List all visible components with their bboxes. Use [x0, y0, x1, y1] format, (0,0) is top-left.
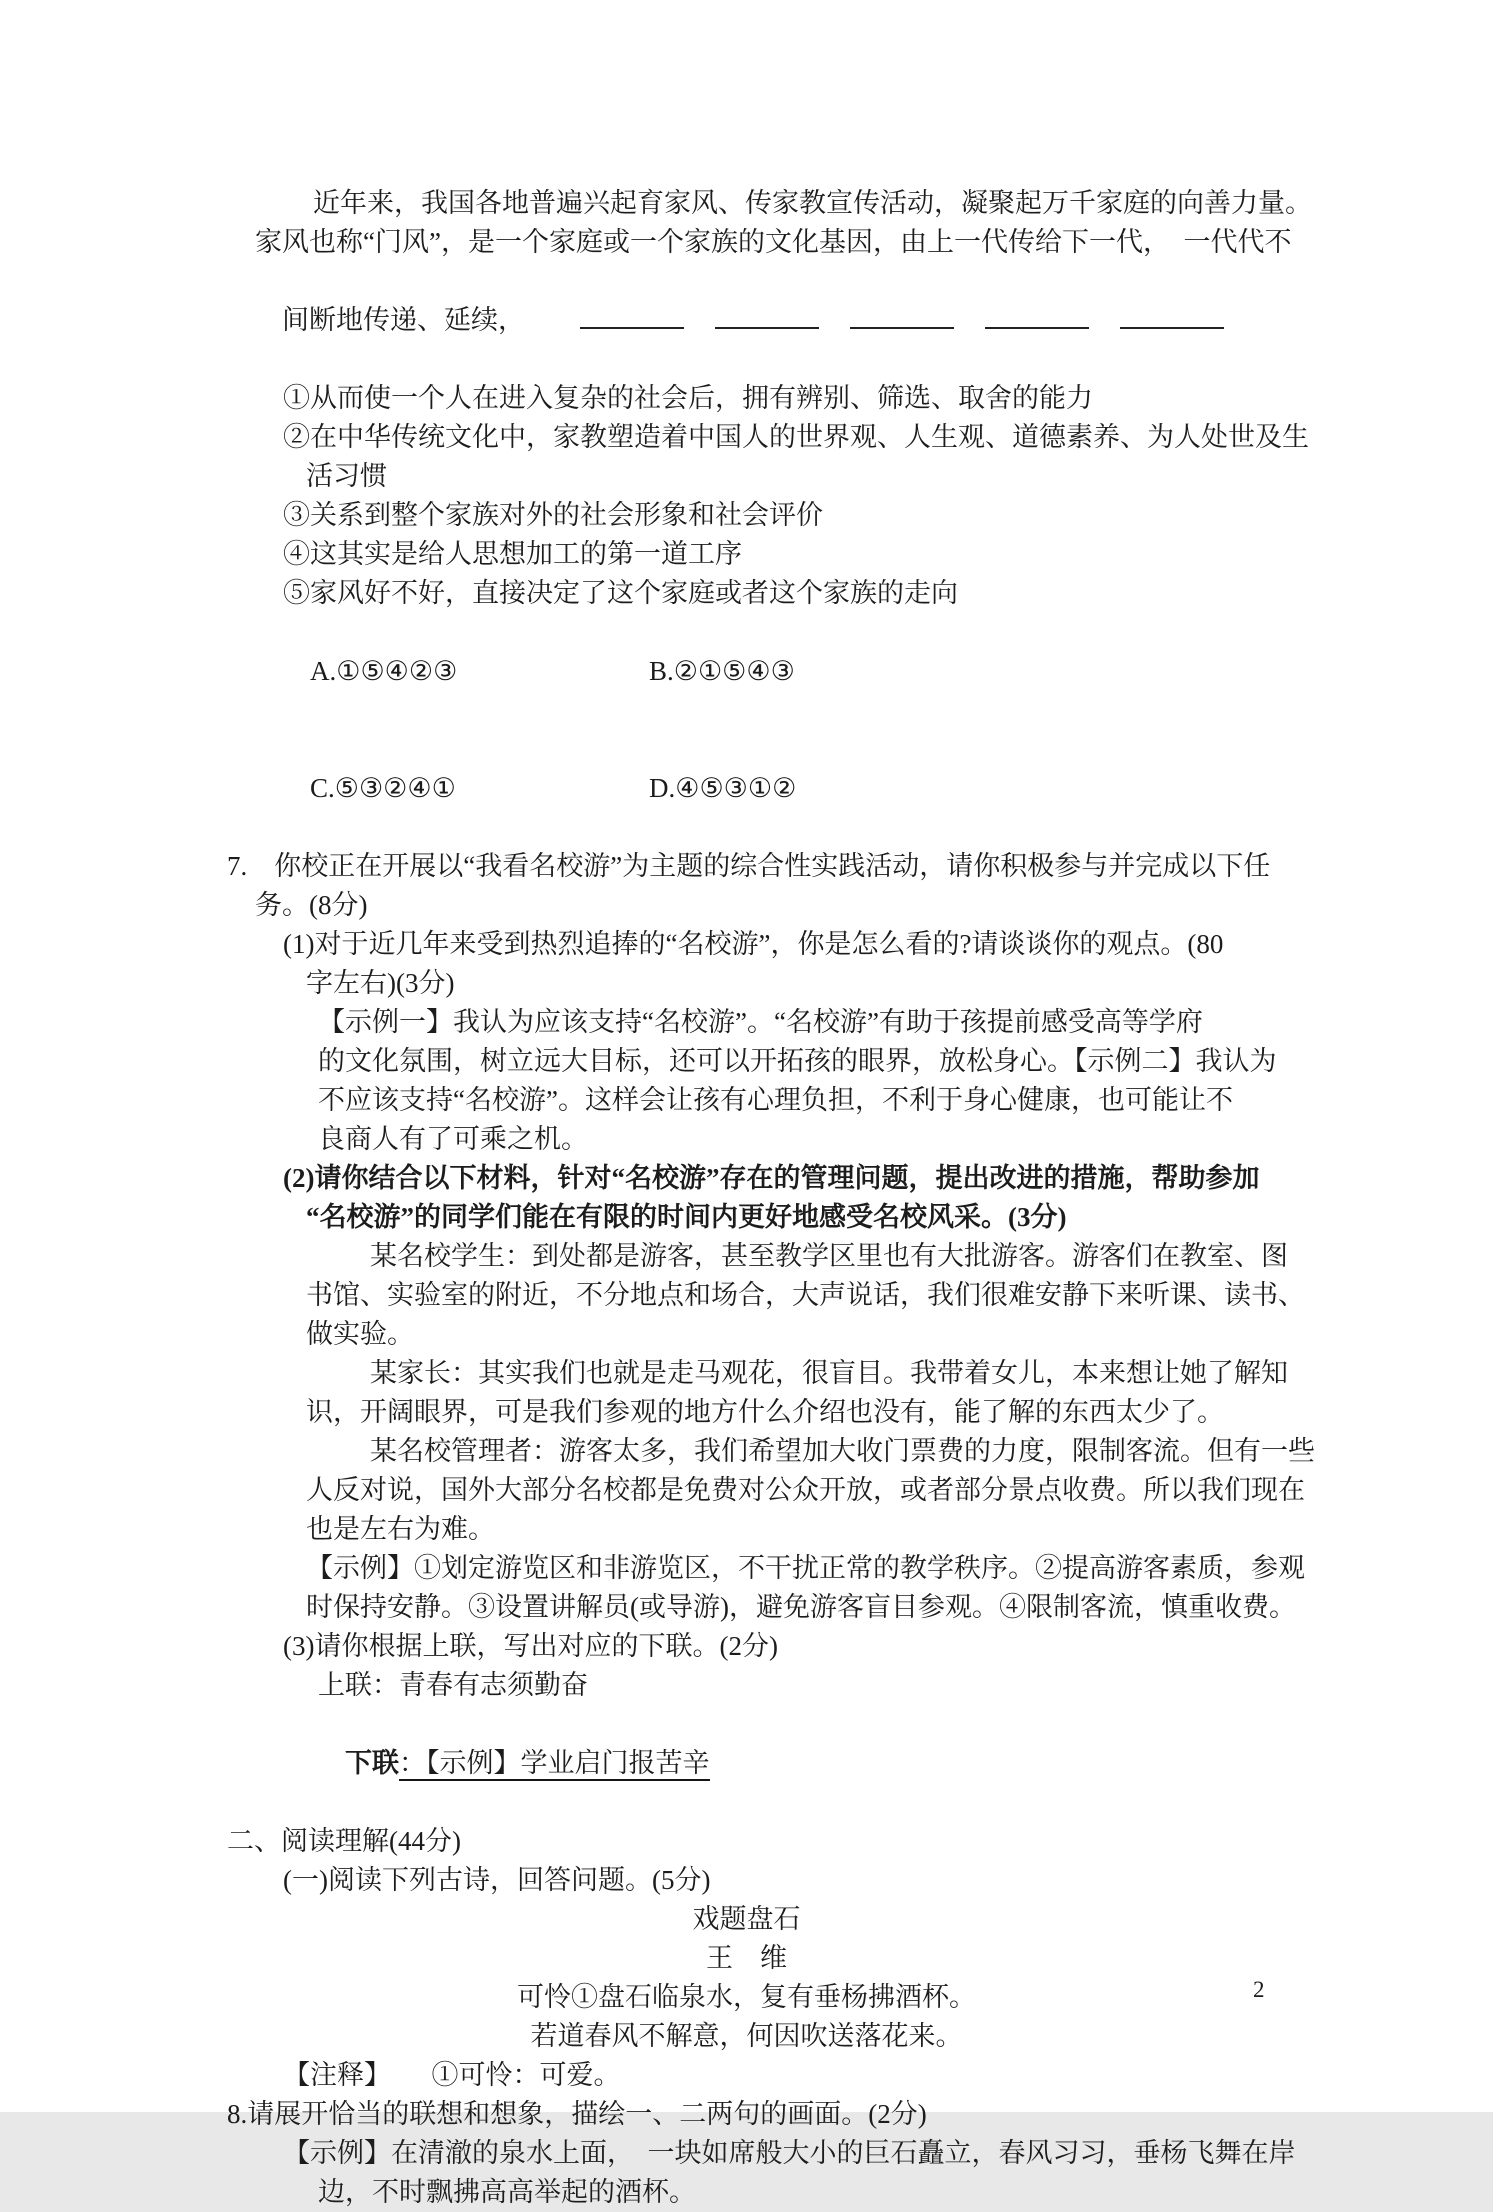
q7-part1-answer-line-3: 不应该支持“名校游”。这样会让孩有心理负担，不利于身心健康，也可能让不 — [318, 1085, 1233, 1115]
q6-item-2-cont: 活习惯 — [306, 461, 387, 491]
q7-part1-question-line-2: 字左右)(3分) — [306, 968, 455, 998]
answer-blank — [850, 303, 954, 329]
q7-part2-answer-line-1: 【示例】①划定游览区和非游览区，不干扰正常的教学秩序。②提高游客素质，参观 — [306, 1553, 1305, 1583]
q7-part3-question: (3)请你根据上联，写出对应的下联。(2分) — [283, 1631, 778, 1661]
option-a: A.①⑤④②③ — [310, 656, 458, 686]
answer-blank — [985, 303, 1089, 329]
page-number: 2 — [1253, 1977, 1265, 2002]
poem-title: 戏题盘石 — [692, 1904, 801, 1934]
q6-intro-line-2: 家风也称“门风”，是一个家庭或一个家族的文化基因，由上一代传给下一代， 一代代不 — [255, 227, 1292, 257]
q7-material-parent-line-2: 识，开阔眼界，可是我们参观的地方什么介绍也没有，能了解的东西太少了。 — [306, 1397, 1224, 1427]
q7-material-student-line-1: 某名校学生：到处都是游客，甚至教学区里也有大批游客。游客们在教室、图 — [370, 1241, 1288, 1271]
q8-answer-line-1: 【示例】在清澈的泉水上面， 一块如席般大小的巨石矗立，春风习习，垂杨飞舞在岸 — [283, 2138, 1296, 2168]
option-d: D.④⑤③①② — [649, 773, 797, 803]
q7-part3-lower-couplet — [318, 1705, 1493, 1822]
q7-part2-question-line-1: (2)请你结合以下材料，针对“名校游”存在的管理问题，提出改进的措施，帮助参加 — [283, 1163, 1260, 1193]
poem-line-1: 可怜①盘石临泉水，复有垂杨拂酒杯。 — [517, 1982, 976, 2012]
q7-part2-question-line-2: “名校游”的同学们能在有限的时间内更好地感受名校风采。(3分) — [306, 1202, 1067, 1232]
q7-part2-answer-line-2: 时保持安静。③设置讲解员(或导游)，避免游客盲目参观。④限制客流，慎重收费。 — [306, 1592, 1296, 1622]
q6-intro-line-1: 近年来，我国各地普遍兴起育家风、传家教宣传活动，凝聚起万千家庭的向善力量。 — [313, 188, 1312, 218]
q7-material-student-line-3: 做实验。 — [306, 1319, 414, 1349]
q6-options-row-2 — [283, 730, 1493, 847]
q7-part3-upper-couplet: 上联：青春有志须勤奋 — [318, 1670, 588, 1700]
option-b: B.②①⑤④③ — [649, 656, 795, 686]
q7-part1-answer-line-4: 良商人有了可乘之机。 — [318, 1124, 588, 1154]
q7-stem-line-2: 务。(8分) — [255, 890, 368, 920]
q7-material-manager-line-1: 某名校管理者：游客太多，我们希望加大收门票费的力度，限制客流。但有一些 — [370, 1436, 1315, 1466]
q7-part1-answer-line-2: 的文化氛围，树立远大目标，还可以开拓孩的眼界，放松身心。【示例二】我认为 — [318, 1046, 1277, 1076]
q8-answer-line-2: 边，不时飘拂高高举起的酒杯。 — [318, 2177, 696, 2207]
q7-part1-question-line-1: (1)对于近几年来受到热烈追捧的“名校游”，你是怎么看的?请谈谈你的观点。(80 — [283, 929, 1224, 959]
q6-item-3: ③关系到整个家族对外的社会形象和社会评价 — [283, 500, 823, 530]
q7-part1-answer-line-1: 【示例一】我认为应该支持“名校游”。“名校游”有助于孩提前感受高等学府 — [318, 1007, 1203, 1037]
q6-item-2: ②在中华传统文化中，家教塑造着中国人的世界观、人生观、道德素养、为人处世及生 — [283, 422, 1309, 452]
q7-material-student-line-2: 书馆、实验室的附近，不分地点和场合，大声说话，我们很难安静下来听课、读书、 — [306, 1280, 1305, 1310]
option-c: C.⑤③②④① — [310, 773, 456, 803]
q6-item-4: ④这其实是给人思想加工的第一道工序 — [283, 539, 742, 569]
section2-heading: 二、阅读理解(44分) — [227, 1826, 461, 1856]
q8-stem: 8.请展开恰当的联想和想象，描绘一、二两句的画面。(2分) — [227, 2099, 927, 2129]
q7-material-manager-line-3: 也是左右为难。 — [306, 1514, 495, 1544]
q6-blanks-line — [255, 262, 1493, 379]
q6-item-5: ⑤家风好不好，直接决定了这个家庭或者这个家族的走向 — [283, 578, 958, 608]
poem-line-2: 若道春风不解意，何因吹送落花来。 — [530, 2021, 963, 2051]
answer-blank — [580, 303, 684, 329]
q7-material-parent-line-1: 某家长：其实我们也就是走马观花，很盲目。我带着女儿，本来想让她了解知 — [370, 1358, 1288, 1388]
q6-intro-line-3: 间断地传递、延续， — [282, 305, 525, 335]
q7-stem-line-1: 7. 你校正在开展以“我看名校游”为主题的综合性实践活动，请你积极参与并完成以下任 — [227, 851, 1271, 881]
answer-blank — [1120, 303, 1224, 329]
q6-options-row-1 — [283, 613, 1493, 730]
lower-couplet-label: 下联 — [345, 1748, 399, 1778]
answer-blank — [715, 303, 819, 329]
poem-author: 王 维 — [706, 1943, 787, 1973]
lower-couplet-answer: ：【示例】学业启门报苦辛 — [399, 1748, 710, 1781]
q7-material-manager-line-2: 人反对说，国外大部分名校都是免费对公众开放，或者部分景点收费。所以我们现在 — [306, 1475, 1305, 1505]
poem-note: 【注释】 ①可怜：可爱。 — [283, 2060, 621, 2090]
q6-item-1: ①从而使一个人在进入复杂的社会后，拥有辨别、筛选、取舍的能力 — [283, 383, 1093, 413]
section2-subheading: (一)阅读下列古诗，回答问题。(5分) — [283, 1865, 711, 1895]
